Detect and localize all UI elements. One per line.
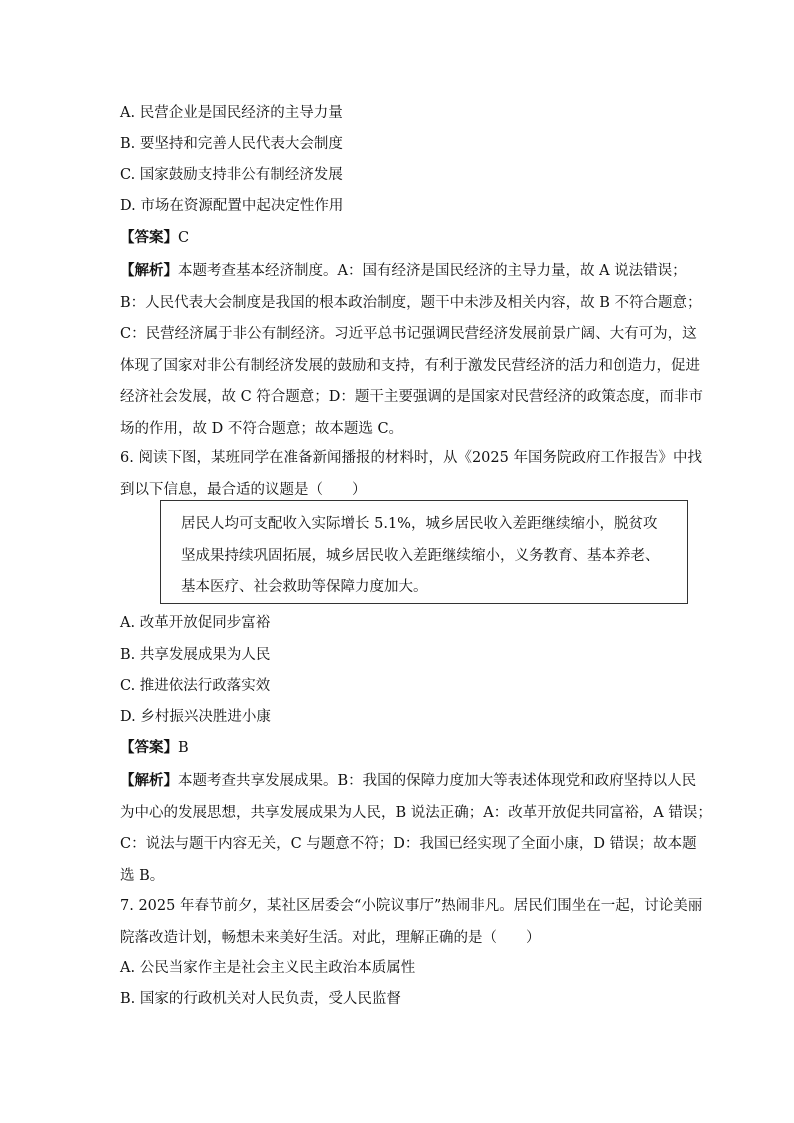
answer-label: 【答案】 <box>120 739 178 756</box>
answer-label: 【答案】 <box>120 229 178 246</box>
q5-answer <box>120 228 189 248</box>
stem-line-2: 院落改造计划，畅想未来美好生活。对此，理解正确的是（ ） <box>120 929 541 946</box>
analysis-line-5: 经济社会发展，故 C 符合题意；D：题干主要强调的是国家对民营经济的政策态度，而非市 <box>120 389 703 405</box>
analysis-line-1: 【解析】本题考查基本经济制度。A：国有经济是国民经济的主导力量，故 A 说法错误； <box>120 262 687 279</box>
material-line-3: 基本医疗、社会救助等保障力度加大。 <box>181 579 428 595</box>
q6-stem <box>120 443 702 506</box>
q5-option-a: A. 民营企业是国民经济的主导力量 <box>120 105 343 121</box>
answer-value: B <box>178 740 189 756</box>
material-line-2: 坚成果持续巩固拓展，城乡居民收入差距继续缩小，义务教育、基本养老、 <box>181 547 660 564</box>
analysis-label: 【解析】 <box>120 262 178 279</box>
q5-option-d: D. 市场在资源配置中起决定性作用 <box>120 198 344 214</box>
q6-option-a: A. 改革开放促同步富裕 <box>120 615 271 631</box>
q5-option-c: C. 国家鼓励支持非公有制经济发展 <box>120 167 343 183</box>
q7-stem <box>120 891 703 954</box>
material-text <box>181 509 681 604</box>
analysis-line-3: C：说法与题干内容无关，C 与题意不符；D：我国已经实现了全面小康，D 错误；故本题 <box>120 836 697 852</box>
q6-material-box <box>160 500 688 604</box>
analysis-line-1: 【解析】本题考查共享发展成果。B：我国的保障力度加大等表述体现党和政府坚持以人民 <box>120 772 697 789</box>
q6-analysis <box>120 765 712 892</box>
q6-option-b: B. 共享发展成果为人民 <box>120 647 271 663</box>
q5-option-b: B. 要坚持和完善人民代表大会制度 <box>120 136 343 152</box>
stem-line-1: 6. 阅读下图，某班同学在准备新闻播报的材料时，从《2025 年国务院政府工作报告》中找 <box>120 450 702 466</box>
analysis-line-2: B：人民代表大会制度是我国的根本政治制度，题干中未涉及相关内容，故 B 不符合题意； <box>120 294 702 311</box>
analysis-line-3: C：民营经济属于非公有制经济。习近平总书记强调民营经济发展前景广阔、大有可为，这 <box>120 326 697 342</box>
q7-option-a: A. 公民当家作主是社会主义民主政治本质属性 <box>120 960 416 976</box>
q6-option-d: D. 乡村振兴决胜进小康 <box>120 709 271 725</box>
analysis-line-6: 场的作用，故 D 不符合题意；故本题选 C。 <box>120 420 404 437</box>
analysis-line-4: 选 B。 <box>120 867 165 884</box>
analysis-line-4: 体现了国家对非公有制经济发展的鼓励和支持，有利于激发民营经济的活力和创造力，促进 <box>120 357 700 374</box>
q6-option-c: C. 推进依法行政落实效 <box>120 678 271 694</box>
analysis-line-2: 为中心的发展思想，共享发展成果为人民，B 说法正确；A：改革开放促共同富裕，A 错误； <box>120 804 712 821</box>
answer-value: C <box>178 230 190 246</box>
material-line-1: 居民人均可支配收入实际增长 5.1%，城乡居民收入差距继续缩小，脱贫攻 <box>181 516 658 532</box>
q5-analysis <box>120 255 703 445</box>
q6-answer <box>120 738 189 758</box>
stem-line-2: 到以下信息，最合适的议题是（ ） <box>120 481 367 498</box>
stem-line-1: 7. 2025 年春节前夕，某社区居委会“小院议事厅”热闹非凡。居民们围坐在一起，讨论美丽 <box>120 898 703 914</box>
q7-option-b: B. 国家的行政机关对人民负责，受人民监督 <box>120 991 401 1007</box>
analysis-label: 【解析】 <box>120 772 178 789</box>
